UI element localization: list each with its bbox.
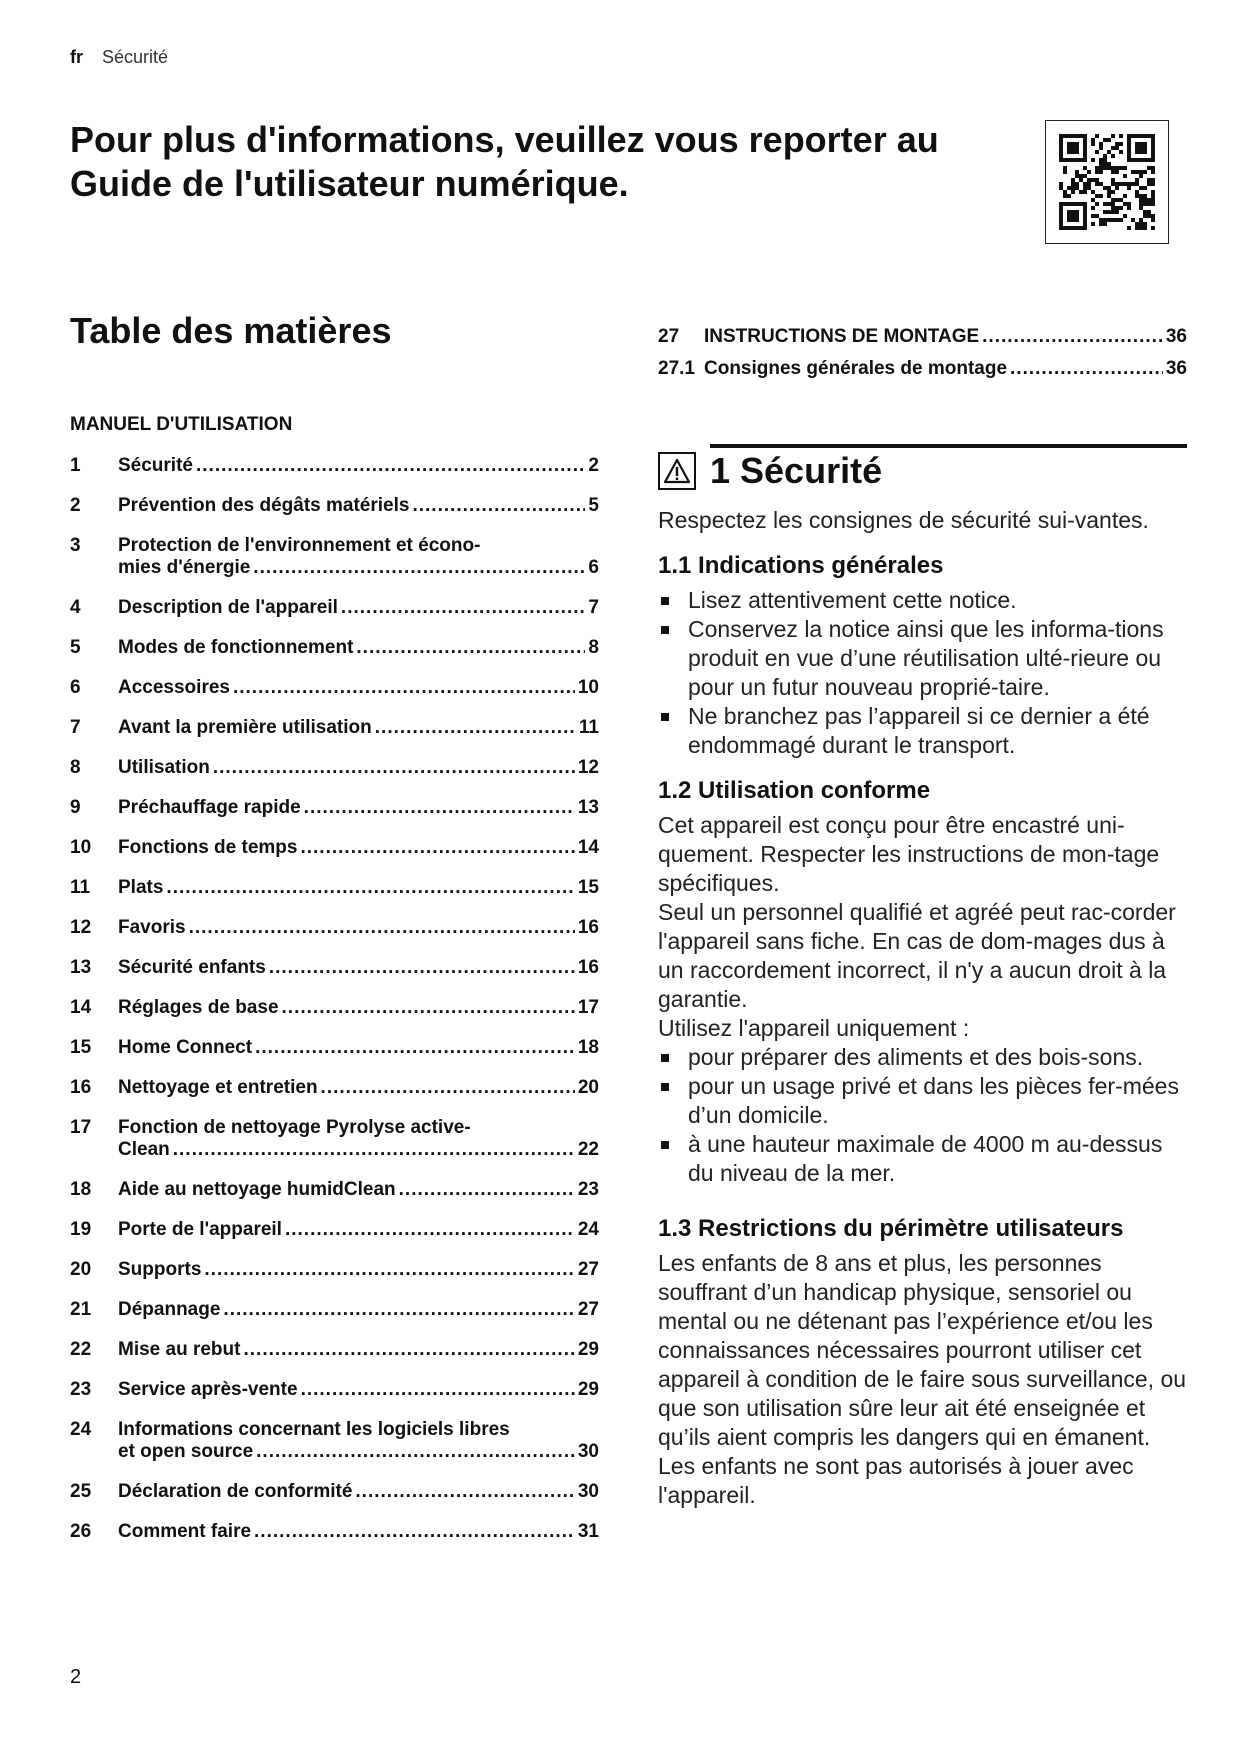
toc-entry-number: 13: [70, 957, 92, 978]
paragraph: Les enfants de 8 ans et plus, les personnes souffrant d’un handicap physique, sensoriel ou mental ou ne détenant pas l’expérience et/ou les connaissances nécessaires pourront utiliser cet appareil à condition de le faire sous surveillance, ou que son utilisation sûre leur ait été enseignée et qu’ils aient compris les dangers qui en émanent.: [658, 1250, 1187, 1450]
toc-entry-number: 3: [70, 535, 81, 556]
toc-entry-page: 5: [588, 495, 599, 516]
toc-entry[interactable]: [70, 1117, 599, 1161]
list-item: pour préparer des aliments et des bois-sons.: [658, 1043, 1187, 1072]
toc-leader-dots: [189, 917, 575, 939]
toc-entry[interactable]: [70, 797, 599, 819]
intended-use-list: [658, 1043, 1187, 1188]
toc-entry-title-line: Protection de l'environnement et écono-: [118, 535, 481, 556]
paragraph: Seul un personnel qualifié et agréé peut rac-corder l'appareil sans fiche. En cas de dom-mages dus à un raccordement incorrect, il n'y a aucun droit à la garantie.: [658, 899, 1176, 1012]
toc-entry-title: Mise au rebut: [118, 1339, 241, 1360]
toc-entry-page: 14: [577, 837, 599, 858]
toc-entry[interactable]: [70, 1481, 599, 1503]
toc-leader-dots: [213, 757, 575, 779]
language-code: fr: [70, 47, 83, 67]
toc-entry-page: 15: [577, 877, 599, 898]
toc-entry-number: 4: [70, 597, 81, 618]
toc-entry-number: 10: [70, 837, 92, 858]
toc-list-continued: [658, 326, 1187, 390]
toc-entry[interactable]: [70, 495, 599, 517]
toc-entry[interactable]: [70, 535, 599, 579]
toc-entry-title: Préchauffage rapide: [118, 797, 301, 818]
toc-entry-page: 6: [588, 557, 599, 578]
toc-entry-title: Déclaration de conformité: [118, 1481, 353, 1502]
toc-entry-number: 9: [70, 797, 81, 818]
toc-entry-number: 2: [70, 495, 81, 516]
toc-entry-page: 24: [577, 1219, 599, 1240]
toc-entry-number: 15: [70, 1037, 92, 1058]
toc-entry-page: 36: [1165, 326, 1187, 347]
toc-leader-dots: [399, 1179, 575, 1201]
page-number: 2: [70, 1666, 82, 1688]
toc-leader-dots: [166, 877, 574, 899]
digital-guide-notice: Pour plus d'informations, veuillez vous reporter au Guide de l'utilisateur numérique.: [70, 119, 939, 204]
toc-entry-page: 7: [588, 597, 599, 618]
toc-leader-dots: [253, 557, 585, 579]
toc-entry-number: 22: [70, 1339, 92, 1360]
toc-entry-title: mies d'énergie: [118, 557, 251, 578]
toc-entry[interactable]: [70, 1379, 599, 1401]
toc-leader-dots: [204, 1259, 574, 1281]
toc-entry-number: 11: [70, 877, 91, 898]
toc-entry-page: 13: [577, 797, 599, 818]
toc-entry-page: 23: [577, 1179, 599, 1200]
toc-entry-number: 6: [70, 677, 81, 698]
toc-leader-dots: [173, 1139, 575, 1161]
toc-leader-dots: [243, 1339, 574, 1361]
toc-entry-number: 24: [70, 1419, 92, 1440]
toc-entry-title: Accessoires: [118, 677, 230, 698]
toc-entry-page: 20: [577, 1077, 599, 1098]
toc-leader-dots: [223, 1299, 574, 1321]
toc-entry[interactable]: [70, 677, 599, 699]
toc-entry-number: 20: [70, 1259, 92, 1280]
toc-entry-page: 31: [577, 1521, 599, 1542]
toc-entry-number: 19: [70, 1219, 92, 1240]
toc-entry-title: Description de l'appareil: [118, 597, 338, 618]
toc-leader-dots: [341, 597, 586, 619]
toc-entry[interactable]: [70, 997, 599, 1019]
toc-entry[interactable]: [70, 837, 599, 859]
toc-subtitle: MANUEL D'UTILISATION: [70, 414, 293, 435]
toc-entry-page: 16: [577, 957, 599, 978]
toc-leader-dots: [355, 1481, 574, 1503]
toc-leader-dots: [255, 1037, 575, 1059]
toc-entry-page: 17: [577, 997, 599, 1018]
subsection-title-1-2: 1.2 Utilisation conforme: [658, 777, 931, 804]
toc-leader-dots: [412, 495, 585, 517]
toc-entry[interactable]: [70, 1521, 599, 1543]
toc-entry[interactable]: [658, 358, 1187, 380]
toc-entry-title: Plats: [118, 877, 164, 898]
toc-entry-title: Aide au nettoyage humidClean: [118, 1179, 396, 1200]
toc-entry-number: 26: [70, 1521, 92, 1542]
toc-entry-title: Sécurité enfants: [118, 957, 266, 978]
toc-leader-dots: [304, 797, 575, 819]
toc-entry-title: Dépannage: [118, 1299, 221, 1320]
toc-entry[interactable]: [70, 1219, 599, 1241]
toc-entry-title: INSTRUCTIONS DE MONTAGE: [704, 326, 980, 347]
toc-entry-title-line: Informations concernant les logiciels libres: [118, 1419, 510, 1440]
toc-entry-title: Favoris: [118, 917, 186, 938]
toc-list: [70, 455, 599, 1561]
toc-leader-dots: [256, 1441, 575, 1463]
toc-entry-title: Modes de fonctionnement: [118, 637, 354, 658]
toc-leader-dots: [375, 717, 576, 739]
toc-entry-title: Porte de l'appareil: [118, 1219, 282, 1240]
toc-entry-page: 29: [577, 1379, 599, 1400]
toc-entry-number: 17: [70, 1117, 92, 1138]
list-item: à une hauteur maximale de 4000 m au-dessus du niveau de la mer.: [658, 1130, 1187, 1188]
toc-entry-page: 11: [578, 717, 599, 738]
section-rule: [710, 444, 1187, 448]
toc-leader-dots: [300, 837, 574, 859]
toc-entry-page: 29: [577, 1339, 599, 1360]
toc-entry-number: 21: [70, 1299, 92, 1320]
toc-entry-number: 8: [70, 757, 81, 778]
toc-entry-title-line: Fonction de nettoyage Pyrolyse active-: [118, 1117, 471, 1138]
list-item: pour un usage privé et dans les pièces fer-mées d’un domicile.: [658, 1072, 1187, 1130]
toc-entry-number: 23: [70, 1379, 92, 1400]
paragraph: Utilisez l'appareil uniquement :: [658, 1015, 970, 1041]
list-item: Ne branchez pas l’appareil si ce dernier a été endommagé durant le transport.: [658, 702, 1187, 760]
toc-entry-page: 27: [577, 1299, 599, 1320]
toc-entry-page: 2: [588, 455, 599, 476]
general-indications-list: [658, 586, 1187, 760]
toc-entry-page: 12: [577, 757, 599, 778]
toc-leader-dots: [269, 957, 575, 979]
toc-entry-title: Fonctions de temps: [118, 837, 298, 858]
toc-entry-number: 1: [70, 455, 81, 476]
toc-entry-title: Comment faire: [118, 1521, 252, 1542]
toc-entry-number: 12: [70, 917, 92, 938]
toc-leader-dots: [1010, 358, 1163, 380]
toc-leader-dots: [285, 1219, 575, 1241]
toc-leader-dots: [282, 997, 575, 1019]
toc-entry-page: 30: [577, 1481, 599, 1502]
toc-title: Table des matières: [70, 310, 392, 351]
toc-entry[interactable]: [70, 1037, 599, 1059]
paragraph: Cet appareil est conçu pour être encastré uni-quement. Respecter les instructions de mon-tage spécifiques.: [658, 812, 1160, 896]
subsection-title-1-1: 1.1 Indications générales: [658, 552, 944, 579]
toc-entry[interactable]: [70, 1259, 599, 1281]
toc-entry-page: 10: [577, 677, 599, 698]
toc-entry[interactable]: [70, 957, 599, 979]
toc-entry[interactable]: [70, 1339, 599, 1361]
toc-entry-title: Utilisation: [118, 757, 210, 778]
toc-leader-dots: [196, 455, 585, 477]
toc-entry[interactable]: [70, 597, 599, 619]
qr-code-icon: [1045, 120, 1169, 244]
toc-entry-number: 27.1: [658, 358, 695, 379]
toc-entry[interactable]: [658, 326, 1187, 348]
warning-triangle-icon: [658, 452, 696, 490]
toc-entry[interactable]: [70, 1299, 599, 1321]
toc-entry-number: 25: [70, 1481, 92, 1502]
section-title: 1 Sécurité: [710, 450, 883, 491]
qr-code-pattern: [1059, 134, 1155, 230]
toc-entry-page: 22: [577, 1139, 599, 1160]
toc-entry-number: 27: [658, 326, 680, 347]
toc-entry-title: Sécurité: [118, 455, 193, 476]
toc-entry-title: Home Connect: [118, 1037, 253, 1058]
toc-entry-title: Clean: [118, 1139, 170, 1160]
subsection-title-1-3: 1.3 Restrictions du périmètre utilisateurs: [658, 1215, 1124, 1242]
toc-leader-dots: [321, 1077, 575, 1099]
toc-entry[interactable]: [70, 1419, 599, 1463]
toc-entry-page: 30: [577, 1441, 599, 1462]
toc-entry-page: 18: [577, 1037, 599, 1058]
section-intro: Respectez les consignes de sécurité sui-vantes.: [658, 507, 1149, 533]
toc-entry[interactable]: [70, 455, 599, 477]
toc-entry-title: Avant la première utilisation: [118, 717, 372, 738]
toc-entry[interactable]: [70, 917, 599, 939]
toc-entry[interactable]: [70, 1179, 599, 1201]
list-item: Conservez la notice ainsi que les informa-tions produit en vue d’une réutilisation ulté-rieure ou pour un futur nouveau proprié-taire.: [658, 615, 1187, 702]
toc-entry-title: et open source: [118, 1441, 254, 1462]
toc-entry-number: 18: [70, 1179, 92, 1200]
toc-entry-page: 16: [577, 917, 599, 938]
toc-entry-title: Consignes générales de montage: [704, 358, 1008, 379]
toc-entry-title: Nettoyage et entretien: [118, 1077, 318, 1098]
safety-section: [658, 444, 1187, 1510]
toc-entry[interactable]: [70, 877, 599, 899]
toc-entry-page: 36: [1165, 358, 1187, 379]
toc-entry-page: 27: [577, 1259, 599, 1280]
toc-entry-number: 7: [70, 717, 81, 738]
toc-entry[interactable]: [70, 1077, 599, 1099]
toc-entry[interactable]: [70, 757, 599, 779]
toc-entry-title: Service après-vente: [118, 1379, 298, 1400]
toc-leader-dots: [233, 677, 575, 699]
toc-entry-title: Prévention des dégâts matériels: [118, 495, 410, 516]
toc-entry[interactable]: [70, 637, 599, 659]
header-section: Sécurité: [102, 47, 169, 67]
toc-entry-page: 8: [588, 637, 599, 658]
toc-leader-dots: [982, 326, 1163, 348]
toc-entry-number: 5: [70, 637, 81, 658]
list-item: Lisez attentivement cette notice.: [658, 586, 1187, 615]
toc-entry-number: 16: [70, 1077, 92, 1098]
toc-entry-title: Supports: [118, 1259, 202, 1280]
toc-entry-number: 14: [70, 997, 92, 1018]
toc-entry[interactable]: [70, 717, 599, 739]
page-header: [70, 47, 168, 68]
toc-leader-dots: [356, 637, 585, 659]
toc-leader-dots: [254, 1521, 575, 1543]
paragraph: Les enfants ne sont pas autorisés à jouer avec l'appareil.: [658, 1453, 1134, 1508]
toc-leader-dots: [301, 1379, 575, 1401]
toc-entry-title: Réglages de base: [118, 997, 279, 1018]
